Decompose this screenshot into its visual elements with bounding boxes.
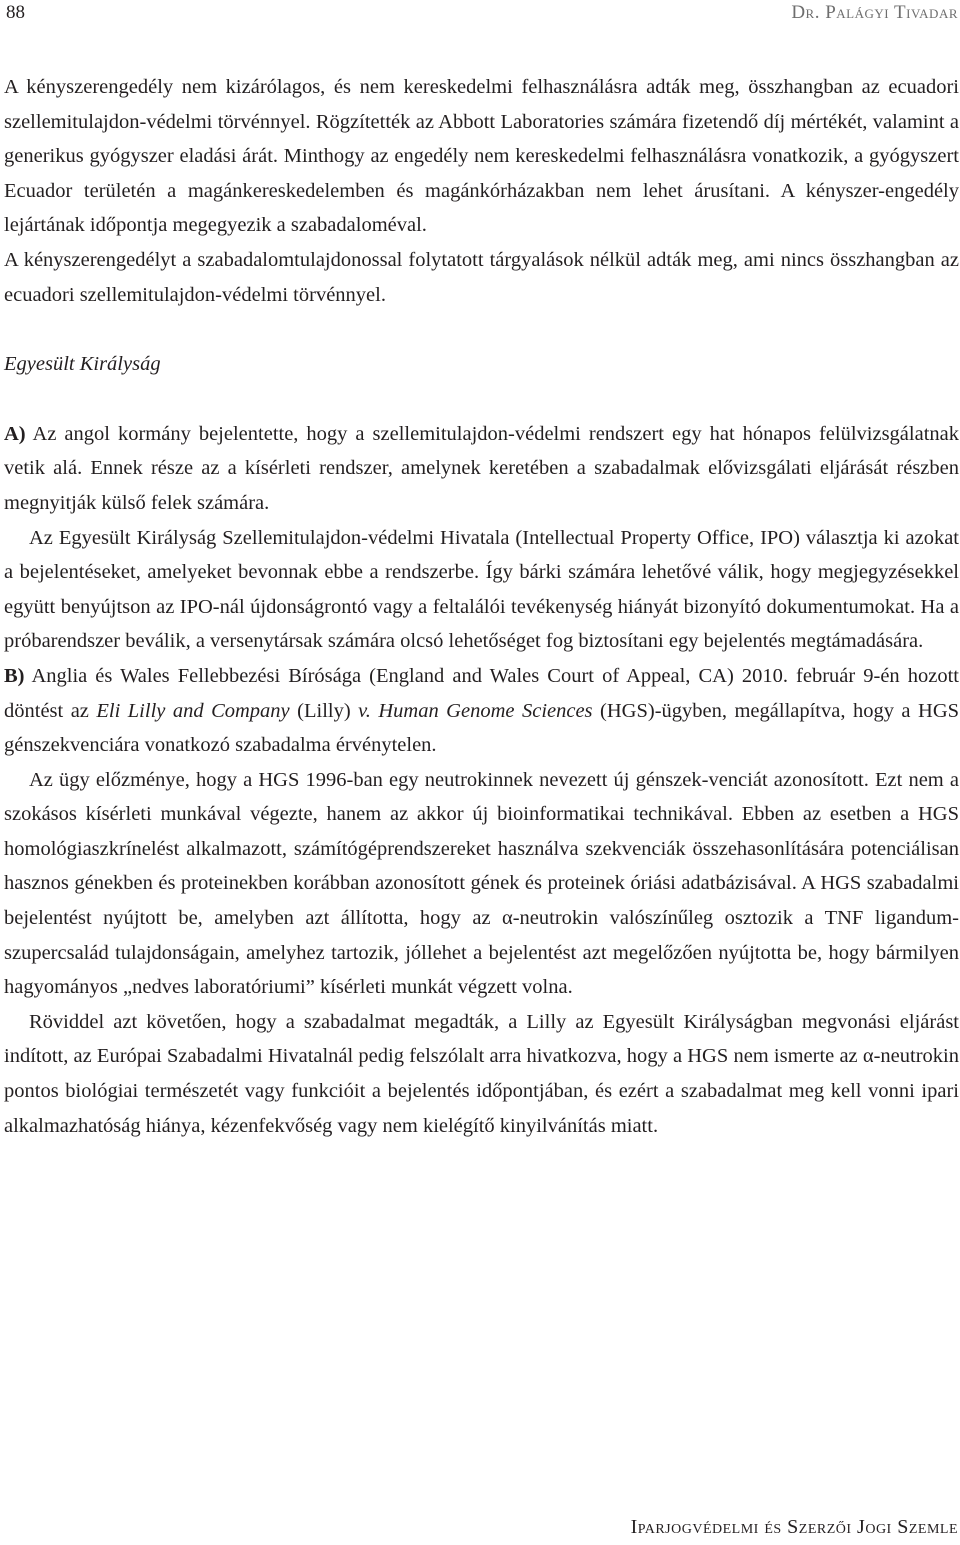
paragraph: A kényszerengedélyt a szabadalomtulajdonossal folytatott tárgyalások nélkül adták meg, ami nincs összhangban az ecuadori szellemitulajdon-védelmi törvénnyel. <box>4 248 959 306</box>
footer-journal-title: Iparjogvédelmi és Szerzői Jogi Szemle <box>630 1516 958 1538</box>
page-number: 88 <box>6 2 25 23</box>
party-name: Eli Lilly and Company <box>96 699 290 722</box>
body-text <box>4 70 959 1143</box>
paragraph-a <box>4 417 959 521</box>
paragraph-text: Az angol kormány bejelentette, hogy a szellemitulajdon-védelmi rendszert egy hat hónapos felülvizsgálatnak vetik alá. Ennek része az a kísérleti rendszer, amelynek keretében a szabadalmak elővizsgálati eljárását részben megnyitják külső felek számára. <box>4 422 959 514</box>
running-head: Dr. Palágyi Tivadar <box>791 2 958 23</box>
party-name: v. Human Genome Sciences <box>358 699 593 722</box>
paragraph-text: (HGS)-ügyben, megállapítva, hogy a HGS génszekvenciára vonatkozó szabadalma érvénytelen. <box>4 699 960 757</box>
paragraph: Röviddel azt követően, hogy a szabadalmat megadták, a Lilly az Egyesült Királyságban megvonási eljárást indított, az Európai Szabadalmi Hivatalnál pedig felszólalt arra hivatkozva, hogy a HGS nem ismerte az α-neutrokin pontos biológiai természetét vagy funkcióit a bejelentés időpontjában, és ezért a szabadalmat meg kell vonni ipari alkalmazhatóság hiánya, kézenfekvőség vagy nem kielégítő kinyilvánítás miatt. <box>4 1010 959 1137</box>
paragraph: Az Egyesült Királyság Szellemitulajdon-védelmi Hivatala (Intellectual Property Office, IPO) választja ki azokat a bejelentéseket, amelyeket bevonnak ebbe a rendszerbe. Így bárki számára lehetővé válik, hogy megjegyzésekkel együtt benyújtson az IPO-nál újdonságrontó vagy a feltalálói tevékenység hiányát bizonyító dokumentumokat. Ha a próbarendszer beválik, a versenytársak számára olcsó lehetőséget fog biztosítani egy bejelentés megtámadására. <box>4 526 959 653</box>
paragraph: A kényszerengedély nem kizárólagos, és nem kereskedelmi felhasználásra adták meg, összhangban az ecuadori szellemitulajdon-védelmi törvénnyel. Rögzítették az Abbott Laboratories számára fizetendő díj mértékét, valamint a generikus gyógyszer eladási árát. Minthogy az engedély nem kereskedelmi felhasználásra vonatkozik, a gyógyszert Ecuador területén a magánkereskedelemben és magánkórházakban nem lehet árusítani. A kényszer-engedély lejártának időpontja megegyezik a szabadaloméval. <box>4 76 959 237</box>
paragraph-text: Anglia és Wales Fellebbezési Bírósága (England and Wales Court of Appeal, CA) 2010. február 9-én hozott döntést az <box>4 664 959 722</box>
paragraph-b <box>4 659 959 763</box>
paragraph: Az ügy előzménye, hogy a HGS 1996-ban egy neutrokinnek nevezett új génszek-venciát azonosított. Ezt nem a szokásos kísérleti munkával végezte, hanem az akkor új bioinformatikai technikával. Ebben az esetben a HGS homológiaszkrínelést alkalmazott, számítógéprendszereket használva szekvenciák összehasonlítására potenciálisan hasznos génekben és proteinekben korábban azonosított gének és proteinek óriási adatbázisával. A HGS szabadalmi bejelentést nyújtott be, amelyben azt állította, hogy az α-neutrokin valószínűleg osztozik a TNF ligandum-szupercsalád tulajdonságain, amelyhez tartozik, jóllehet a bejelentést azt megelőzően nyújtotta be, hogy bármilyen hagyományos „nedves laboratóriumi” kísérleti munkát végzett volna. <box>4 768 959 999</box>
section-heading: Egyesült Királyság <box>4 353 161 376</box>
paragraph-label: A) <box>4 422 26 445</box>
paragraph-text: (Lilly) <box>297 699 351 722</box>
paragraph-label: B) <box>4 664 25 687</box>
